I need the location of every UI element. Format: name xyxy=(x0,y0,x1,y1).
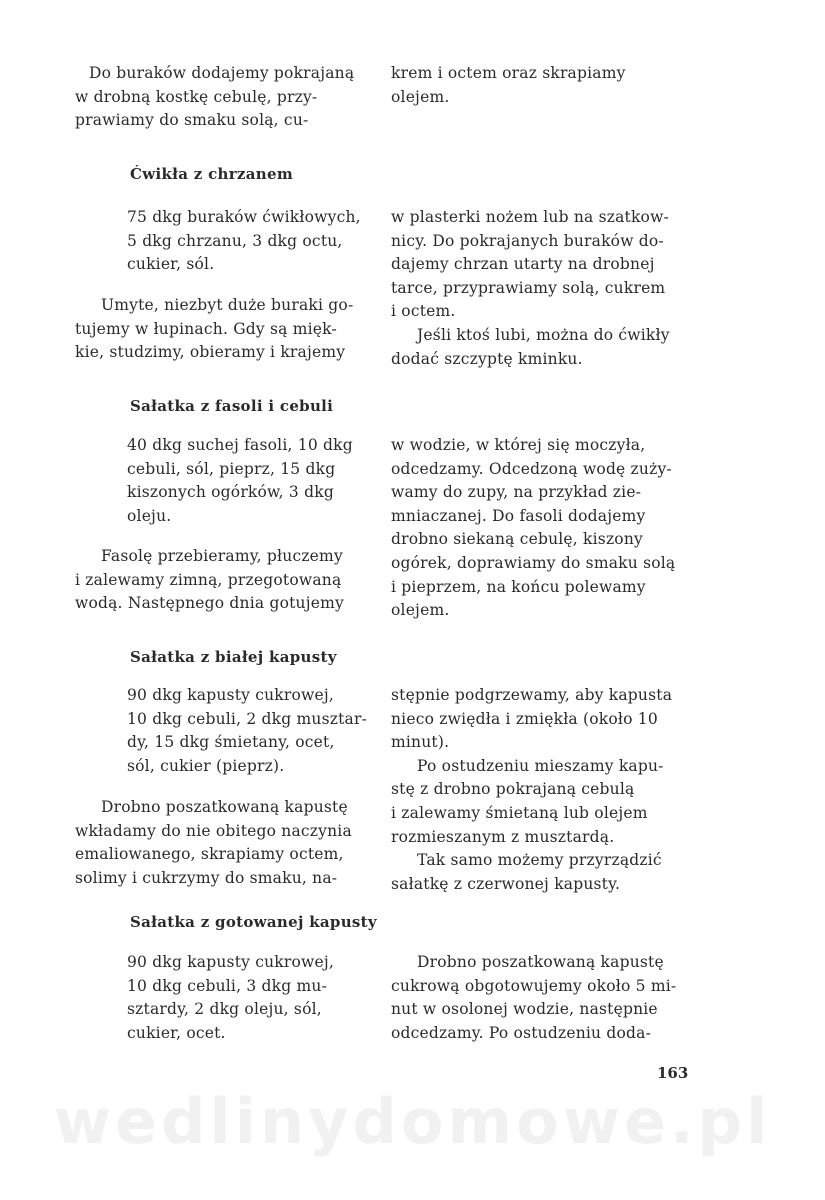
ingredients-list xyxy=(127,951,373,1045)
text-line: Jeśli ktoś lubi, można do ćwikły xyxy=(417,325,670,344)
text-line: w drobną kostkę cebulę, przy- xyxy=(75,87,318,106)
method-left-paragraph xyxy=(75,545,373,616)
recipe-title: Ćwikła z chrzanem xyxy=(130,165,293,183)
text-line: prawiamy do smaku solą, cu- xyxy=(75,111,309,130)
text-line: olejem. xyxy=(391,87,450,106)
ingredients-list xyxy=(127,684,373,778)
text-line: sałatkę z czerwonej kapusty. xyxy=(391,874,621,893)
recipe-title: Sałatka z gotowanej kapusty xyxy=(130,913,377,931)
text-line: emaliowanego, skrapiamy octem, xyxy=(75,845,344,864)
text-line: 75 dkg buraków ćwikłowych, xyxy=(127,208,361,226)
intro-right-paragraph xyxy=(391,62,696,109)
text-line: tarce, przyprawiamy solą, cukrem xyxy=(391,278,666,297)
recipe-title: Sałatka z fasoli i cebuli xyxy=(130,397,334,415)
text-line: wkładamy do nie obitego naczynia xyxy=(75,821,352,840)
text-line: nut w osolonej wodzie, następnie xyxy=(391,1000,658,1019)
text-line: stę z drobno pokrajaną cebulą xyxy=(391,780,635,799)
text-line: Fasolę przebieramy, płuczemy xyxy=(101,547,343,565)
text-line: wamy do zupy, na przykład zie- xyxy=(391,483,642,502)
text-line: wodą. Następnego dnia gotujemy xyxy=(75,594,344,613)
method-left-paragraph xyxy=(75,294,373,365)
method-right-paragraph xyxy=(391,684,696,896)
text-line: Drobno poszatkowaną kapustę xyxy=(101,798,348,816)
text-line: dajemy chrzan utarty na drobnej xyxy=(391,255,655,274)
text-line: 5 dkg chrzanu, 3 dkg octu, xyxy=(127,231,343,250)
text-line: tujemy w łupinach. Gdy są mięk- xyxy=(75,319,337,338)
text-line: dy, 15 dkg śmietany, ocet, xyxy=(127,733,335,752)
text-line: Do buraków dodajemy pokrajaną xyxy=(89,64,355,82)
text-line: 40 dkg suchej fasoli, 10 dkg xyxy=(127,436,353,454)
text-line: kie, studzimy, obieramy i krajemy xyxy=(75,343,346,362)
text-line: ogórek, doprawiamy do smaku solą xyxy=(391,553,676,572)
method-right-paragraph xyxy=(391,951,696,1045)
text-line: nicy. Do pokrajanych buraków do- xyxy=(391,231,664,250)
text-line: solimy i cukrzymy do smaku, na- xyxy=(75,868,338,887)
method-right-paragraph xyxy=(391,434,696,623)
text-line: drobno siekaną cebulę, kiszony xyxy=(391,530,643,549)
text-line: 90 dkg kapusty cukrowej, xyxy=(127,953,334,971)
recipe-title: Sałatka z białej kapusty xyxy=(130,648,337,666)
text-line: Tak samo możemy przyrządzić xyxy=(417,851,662,870)
text-line: cukier, sól. xyxy=(127,255,215,274)
text-line: w wodzie, w której się moczyła, xyxy=(391,436,646,454)
text-line: oleju. xyxy=(127,506,172,525)
ingredients-list xyxy=(127,434,373,528)
method-left-paragraph xyxy=(75,796,373,890)
text-line: cukier, ocet. xyxy=(127,1023,226,1042)
text-line: mniaczanej. Do fasoli dodajemy xyxy=(391,506,646,525)
text-line: 90 dkg kapusty cukrowej, xyxy=(127,686,334,704)
text-line: dodać szczyptę kminku. xyxy=(391,349,583,368)
text-line: Po ostudzeniu mieszamy kapu- xyxy=(417,756,664,775)
text-line: w plasterki nożem lub na szatkow- xyxy=(391,208,669,226)
text-line: Umyte, niezbyt duże buraki go- xyxy=(101,296,354,314)
text-line: rozmieszanym z musztardą. xyxy=(391,827,615,846)
text-line: cebuli, sól, pieprz, 15 dkg xyxy=(127,459,336,478)
text-line: cukrową obgotowujemy około 5 mi- xyxy=(391,976,677,995)
watermark: wedlinydomowe.pl xyxy=(53,1085,772,1158)
text-line: odcedzamy. Po ostudzeniu doda- xyxy=(391,1023,652,1042)
intro-left-paragraph xyxy=(75,62,373,133)
text-line: stępnie podgrzewamy, aby kapusta xyxy=(391,686,673,704)
text-line: i zalewamy śmietaną lub olejem xyxy=(391,803,648,822)
text-line: Drobno poszatkowaną kapustę xyxy=(417,953,664,971)
text-line: minut). xyxy=(391,733,450,752)
text-line: 10 dkg cebuli, 3 dkg mu- xyxy=(127,976,328,995)
text-line: i zalewamy zimną, przegotowaną xyxy=(75,570,342,589)
text-line: sztardy, 2 dkg oleju, sól, xyxy=(127,1000,322,1019)
text-line: krem i octem oraz skrapiamy xyxy=(391,64,626,82)
text-line: sól, cukier (pieprz). xyxy=(127,756,285,775)
text-line: nieco zwiędła i zmiękła (około 10 xyxy=(391,709,658,728)
ingredients-list xyxy=(127,206,373,277)
text-line: 10 dkg cebuli, 2 dkg musztar- xyxy=(127,709,368,728)
text-line: i octem. xyxy=(391,302,456,321)
text-line: odcedzamy. Odcedzoną wodę zuży- xyxy=(391,459,672,478)
method-right-paragraph xyxy=(391,206,696,371)
text-line: kiszonych ogórków, 3 dkg xyxy=(127,483,334,502)
page-number: 163 xyxy=(657,1064,689,1082)
text-line: i pieprzem, na końcu polewamy xyxy=(391,577,646,596)
text-line: olejem. xyxy=(391,601,450,620)
